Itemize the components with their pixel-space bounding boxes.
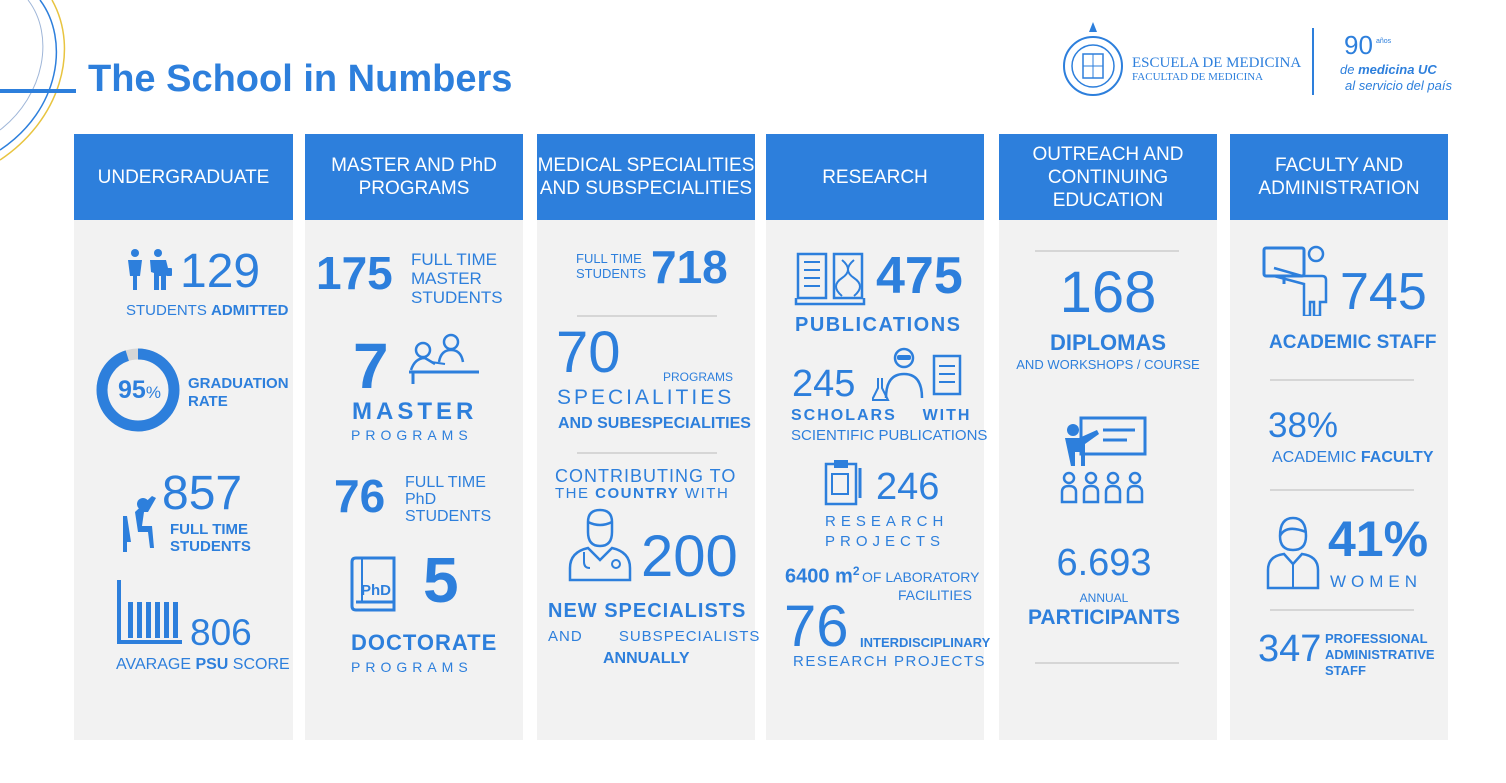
medical-programs-value: 70 bbox=[556, 320, 621, 385]
scholars-value: 245 bbox=[792, 363, 856, 405]
open-book-dna-icon bbox=[794, 250, 866, 306]
anniversary-anos: años bbox=[1376, 38, 1392, 45]
master-programs-label-2: PROGRAMS bbox=[351, 427, 473, 443]
teacher-board-icon bbox=[1262, 244, 1332, 316]
graduation-label-2: RATE bbox=[188, 393, 228, 410]
logo-separator bbox=[1312, 28, 1314, 95]
medical-panel bbox=[537, 134, 761, 740]
anniversary-number: 90 bbox=[1344, 30, 1373, 60]
phd-icon-text: PhD bbox=[361, 582, 391, 599]
diplomas-label: DIPLOMAS bbox=[1049, 330, 1167, 355]
university-seal-logo bbox=[1062, 18, 1124, 100]
phd-students-label-2: PhD bbox=[405, 491, 437, 508]
faculty-panel bbox=[1230, 134, 1448, 740]
admin-staff-value: 347 bbox=[1258, 628, 1322, 670]
interdisciplinary-value: 76 bbox=[784, 594, 849, 659]
faculty-divider-3 bbox=[1270, 609, 1414, 611]
admin-staff-label-3: STAFF bbox=[1325, 663, 1366, 678]
undergraduate-panel bbox=[74, 134, 293, 740]
page-title: The School in Numbers bbox=[88, 58, 513, 100]
faculty-divider-2 bbox=[1270, 489, 1414, 491]
master-students-value: 175 bbox=[316, 247, 393, 299]
graduation-label-1: GRADUATION bbox=[188, 375, 289, 392]
students-couple-icon bbox=[124, 248, 174, 292]
participants-label: PARTICIPANTS bbox=[1027, 606, 1181, 629]
scholars-label-2: SCIENTIFIC PUBLICATIONS bbox=[791, 427, 988, 444]
medical-students-value: 718 bbox=[651, 241, 728, 293]
master-students-label-1: FULL TIME bbox=[411, 250, 497, 269]
master-phd-header: MASTER AND PhD PROGRAMS bbox=[305, 134, 523, 220]
outreach-header: OUTREACH AND CONTINUING EDUCATION bbox=[999, 134, 1217, 220]
anniversary-line-2: al servicio del país bbox=[1345, 78, 1452, 93]
student-raising-hand-icon bbox=[119, 494, 161, 554]
outreach-panel bbox=[999, 134, 1217, 740]
projects-label-1: RESEARCH bbox=[825, 513, 949, 530]
faculty-header: FACULTY AND ADMINISTRATION bbox=[1230, 134, 1448, 220]
interdisciplinary-label-2: RESEARCH PROJECTS bbox=[793, 653, 987, 670]
diplomas-value: 168 bbox=[1059, 260, 1157, 325]
master-programs-value: 7 bbox=[353, 330, 389, 402]
doctor-stethoscope-icon bbox=[568, 508, 632, 582]
clipboard-icon bbox=[824, 458, 866, 506]
medical-programs-label: PROGRAMS bbox=[663, 370, 734, 384]
lab-value: 6400 $m^2$ bbox=[785, 564, 860, 588]
anniversary-line-1: de medicina UC bbox=[1340, 62, 1437, 77]
doctorate-label-1: DOCTORATE bbox=[351, 630, 498, 655]
scholars-label-1: SCHOLARS WITH bbox=[791, 407, 972, 424]
contributing-line-1: CONTRIBUTING TO bbox=[555, 466, 737, 486]
projects-label-2: PROJECTS bbox=[825, 533, 946, 550]
research-header: RESEARCH bbox=[766, 134, 984, 220]
women-value: 41% bbox=[1328, 511, 1429, 567]
doctorate-label-2: PROGRAMS bbox=[351, 659, 473, 675]
diplomas-sub-label: AND WORKSHOPS / COURSE bbox=[1016, 357, 1200, 372]
scientist-lab-icon bbox=[872, 346, 966, 402]
medical-students-label-2: STUDENTS bbox=[576, 266, 647, 281]
master-phd-panel bbox=[305, 134, 523, 740]
admin-staff-label-2: ADMINISTRATIVE bbox=[1325, 647, 1435, 662]
phd-students-label-1: FULL TIME bbox=[405, 474, 486, 491]
school-name: ESCUELA DE MEDICINA bbox=[1132, 55, 1302, 71]
medical-divider-2 bbox=[577, 452, 717, 454]
outreach-divider-1 bbox=[1035, 250, 1179, 252]
phd-students-label-3: STUDENTS bbox=[405, 508, 492, 525]
subspecialities-label: AND SUBESPECIALITIES bbox=[558, 415, 751, 432]
faculty-pct-label: ACADEMIC FACULTY bbox=[1272, 449, 1434, 466]
title-underline bbox=[0, 89, 76, 93]
specialities-label: SPECIALITIES bbox=[557, 386, 735, 409]
research-panel bbox=[766, 134, 991, 740]
outreach-divider-2 bbox=[1035, 662, 1179, 664]
woman-doctor-icon bbox=[1266, 514, 1320, 590]
psu-score-label: AVARAGE PSU SCORE bbox=[116, 656, 290, 673]
fulltime-students-label-2: STUDENTS bbox=[170, 538, 251, 555]
phd-students-value: 76 bbox=[334, 470, 386, 522]
women-label: WOMEN bbox=[1330, 572, 1423, 591]
lab-label-1: OF LABORATORY bbox=[862, 569, 980, 585]
graduation-rate-value: 95% bbox=[118, 376, 161, 404]
specialists-value: 200 bbox=[641, 524, 738, 589]
academic-staff-value: 745 bbox=[1340, 263, 1427, 321]
faculty-name: FACULTAD DE MEDICINA bbox=[1132, 71, 1264, 83]
participants-value: 6.693 bbox=[1056, 542, 1152, 584]
doctorate-value: 5 bbox=[423, 544, 459, 616]
admitted-label: STUDENTS ADMITTED bbox=[126, 302, 289, 319]
medical-students-label-1: FULL TIME bbox=[576, 251, 642, 266]
faculty-pct-value: 38% bbox=[1268, 406, 1339, 445]
medical-divider-1 bbox=[577, 315, 717, 317]
teacher-presentation-icon bbox=[1059, 416, 1151, 506]
annually-label: ANNUALLY bbox=[603, 650, 690, 667]
and-subspecialists-label: AND SUBSPECIALISTS bbox=[548, 628, 761, 645]
faculty-divider-1 bbox=[1270, 379, 1414, 381]
admitted-value: 129 bbox=[180, 245, 261, 298]
new-specialists-label: NEW SPECIALISTS bbox=[548, 600, 747, 622]
fulltime-students-value: 857 bbox=[162, 467, 243, 520]
classroom-desk-icon bbox=[405, 332, 481, 386]
participants-annual: ANNUAL bbox=[1079, 591, 1129, 605]
master-students-label-2: MASTER bbox=[411, 269, 482, 288]
master-students-label-3: STUDENTS bbox=[411, 288, 503, 307]
interdisciplinary-label-1: INTERDISCIPLINARY bbox=[860, 635, 991, 650]
corner-arcs-decoration bbox=[0, 0, 80, 170]
publications-label: PUBLICATIONS bbox=[795, 314, 962, 336]
lab-label-2: FACILITIES bbox=[898, 587, 972, 603]
psu-score-value: 806 bbox=[190, 612, 252, 653]
bar-chart-icon bbox=[116, 580, 184, 646]
projects-value: 246 bbox=[876, 466, 940, 508]
medical-header: MEDICAL SPECIALITIES AND SUBSPECIALITIES bbox=[537, 134, 755, 220]
undergraduate-header: UNDERGRADUATE bbox=[74, 134, 293, 220]
contributing-line-2: THE COUNTRY WITH bbox=[555, 485, 730, 502]
publications-value: 475 bbox=[876, 247, 963, 305]
academic-staff-label: ACADEMIC STAFF bbox=[1269, 332, 1437, 353]
admin-staff-label-1: PROFESSIONAL bbox=[1325, 631, 1428, 646]
fulltime-students-label-1: FULL TIME bbox=[170, 521, 249, 538]
master-programs-label-1: MASTER bbox=[352, 398, 478, 425]
